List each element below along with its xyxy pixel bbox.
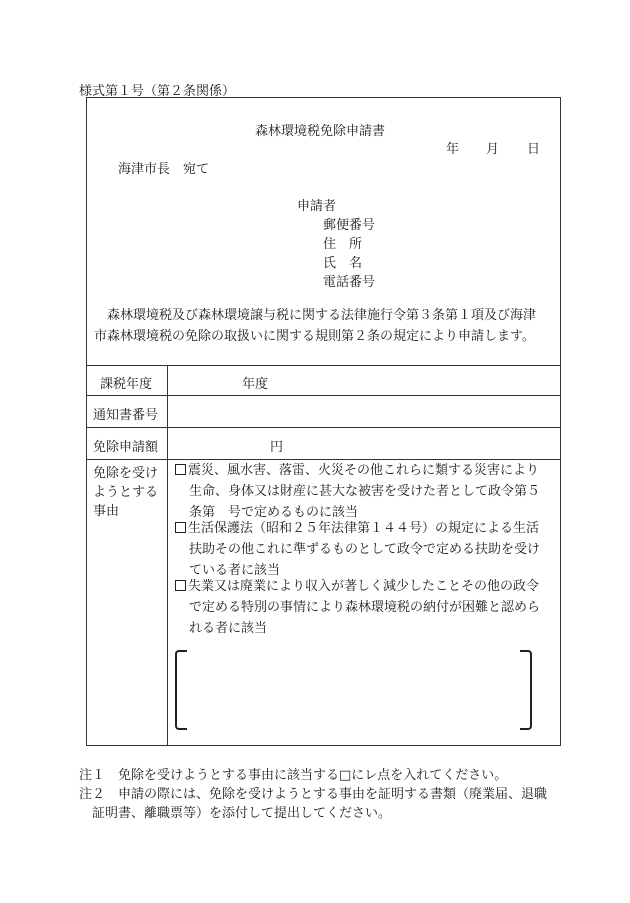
amount-unit: 円 [270, 440, 284, 455]
reason-option-disaster: 震災、風水害、落雷、火災その他これらに類する災害により 生命、身体又は財産に甚大な被害を受けた者として政令第５ 条第 号で定めるものに該当 [175, 460, 555, 523]
date-day: 日 [527, 142, 541, 157]
addressee: 海津市長 宛て [118, 162, 210, 177]
date-month: 月 [486, 142, 500, 157]
applicant-name-label: 氏 名 [323, 256, 363, 271]
tax-year-label: 課税年度 [100, 377, 153, 392]
applicant-postal-label: 郵便番号 [323, 218, 376, 233]
remarks-bracket-right [520, 650, 532, 730]
divider-top [86, 365, 561, 366]
disaster-checkbox[interactable] [175, 464, 186, 475]
reason-label-line-3: 事由 [93, 504, 120, 519]
applicant-address-label: 住 所 [323, 237, 363, 252]
application-statement [94, 305, 554, 347]
note-2-line-2: 証明書、離職票等）を添付して提出してください。 [92, 806, 392, 821]
reason-label-line-2: ようとする [93, 485, 159, 500]
statement-line-2: 市森林環境税の免除の取扱いに関する規則第２条の規定により申請します。 [94, 329, 535, 344]
date-year: 年 [446, 142, 460, 157]
applicant-heading: 申請者 [297, 199, 337, 214]
public-assistance-checkbox[interactable] [175, 522, 186, 533]
column-divider [167, 365, 168, 746]
form-title: 森林環境税免除申請書 [255, 124, 386, 139]
note-2-line-1: 注２ 申請の際には、免除を受けようとする事由を証明する書類（廃業届、退職 [79, 787, 548, 802]
reason-label-line-1: 免除を受け [93, 466, 159, 481]
divider-1 [86, 395, 561, 396]
reason-option-public-assistance: 生活保護法（昭和２５年法律第１４４号）の規定による生活 扶助その他これに準ずるものとして政令で定める扶助を受け ている者に該当 [175, 518, 555, 581]
unemployment-checkbox[interactable] [175, 580, 186, 591]
divider-2 [86, 427, 561, 428]
form-number: 様式第１号（第２条関係） [79, 84, 236, 99]
statement-line-1: 森林環境税及び森林環境譲与税に関する法律施行令第３条第１項及び海津 [107, 308, 537, 323]
tax-year-unit: 年度 [242, 377, 269, 392]
note-1: 注１ 免除を受けようとする事由に該当する□にレ点を入れてください。 [79, 768, 508, 783]
remarks-bracket-left [175, 650, 187, 730]
amount-label: 免除申請額 [93, 440, 159, 455]
reason-option-unemployment: 失業又は廃業により収入が著しく減少したことその他の政令 で定める特別の事情により森林環境税の納付が困難と認めら れる者に該当 [175, 576, 555, 639]
notice-number-label: 通知書番号 [93, 408, 159, 423]
applicant-phone-label: 電話番号 [323, 275, 376, 290]
